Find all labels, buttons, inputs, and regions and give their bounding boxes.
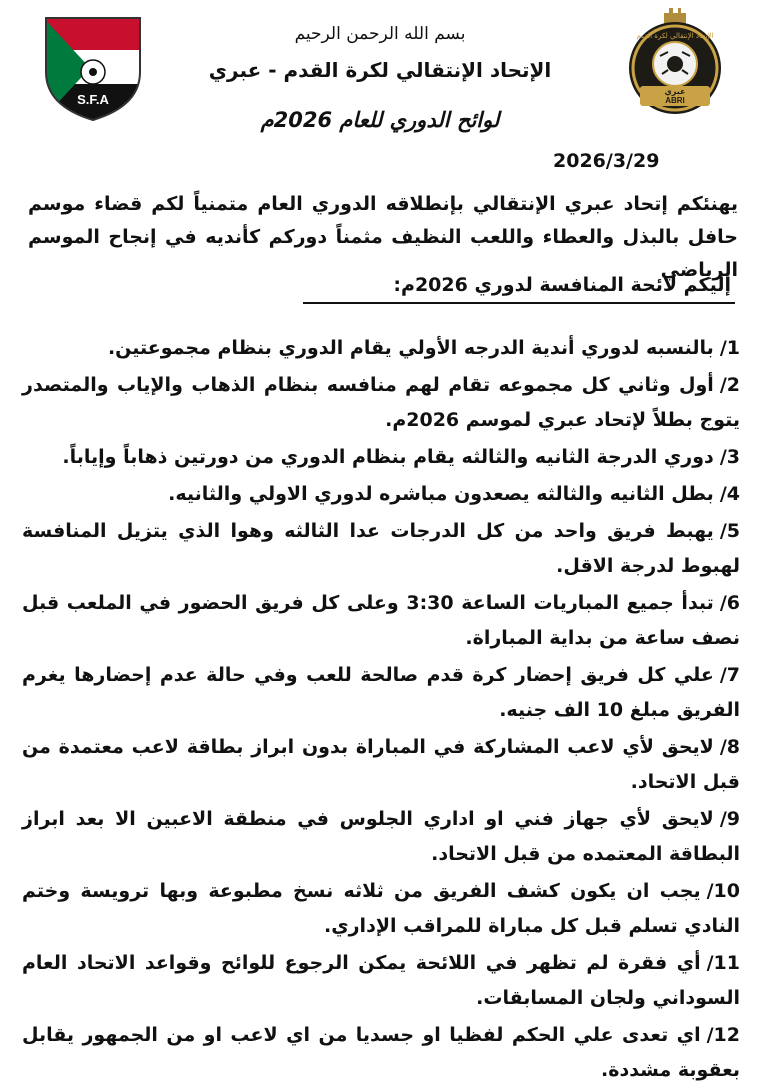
- rules-list: [22, 331, 740, 1090]
- sfa-logo-text: S.F.A: [77, 92, 109, 107]
- competition-subtitle: إليكم لائحة المنافسة لدوري 2026م:: [303, 268, 735, 304]
- rule-number: 1/: [719, 337, 740, 359]
- rule-text: دوري الدرجة الثانيه والثالثه يقام بنظام الدوري من دورتين ذهاباً وإياباً.: [62, 446, 714, 468]
- rule-item: [22, 730, 740, 800]
- rule-number: 10/: [706, 880, 740, 902]
- union-name: الإتحاد الإنتقالي لكرة القدم - عبري: [208, 58, 552, 82]
- rule-item: [22, 1018, 740, 1088]
- rule-number: 9/: [719, 808, 740, 830]
- rule-number: 3/: [719, 446, 740, 468]
- rule-item: [22, 658, 740, 728]
- intro-paragraph: يهنئكم إتحاد عبري الإنتقالي بإنطلاقه الدوري العام متمنياً لكم قضاء موسم حافل بالبذل والعطاء واللعب النظيف مثمناً دوركم كأنديه في إنجاح الموسم الرياضي: [28, 193, 738, 281]
- rule-number: 6/: [719, 592, 741, 614]
- rule-item: [22, 331, 740, 366]
- rule-text: بالنسبه لدوري أندية الدرجه الأولي يقام الدوري بنظام مجموعتين.: [107, 337, 714, 359]
- rule-text: يهبط فريق واحد من كل الدرجات عدا الثالثه وهوا الذي يتزيل المنافسة لهبوط لدرجة الاقل.: [22, 520, 740, 577]
- rule-number: 4/: [719, 483, 740, 505]
- rule-text: علي كل فريق إحضار كرة قدم صالحة للعب وفي حالة عدم إحضارها يغرم الفريق مبلغ 10 الف جنيه.: [22, 664, 740, 721]
- rule-text: اي تعدى علي الحكم لفظيا او جسديا من اي لاعب او من الجمهور يقابل بعقوبة مشددة.: [22, 1024, 740, 1081]
- rule-text: بطل الثانيه والثالثه يصعدون مباشره لدوري الاولي والثانيه.: [168, 483, 714, 505]
- rule-item: [22, 440, 740, 475]
- abri-ring-text: الإتحاد الإنتقالي لكرة القدم: [636, 32, 714, 40]
- rule-item: [22, 368, 740, 438]
- rule-text: أي فقرة لم تظهر في اللائحة يمكن الرجوع للوائح وقواعد الاتحاد العام السوداني ولجان المسابقات.: [22, 952, 740, 1009]
- rule-item: [22, 874, 740, 944]
- rule-item: [22, 586, 740, 656]
- sfa-logo: [40, 14, 146, 122]
- rule-item: [22, 802, 740, 872]
- rules-title: لوائح الدوري للعام 2026م: [260, 108, 500, 132]
- rule-text: لايحق لأي لاعب المشاركة في المباراة بدون ابراز بطاقة لاعب معتمدة من قبل الاتحاد.: [22, 736, 740, 793]
- basmala: بسم الله الرحمن الرحيم: [294, 24, 466, 44]
- abri-arabic-text: عبري: [664, 87, 686, 96]
- abri-latin-text: ABRI: [665, 96, 685, 105]
- rule-text: لايحق لأي جهاز فني او اداري الجلوس في منطقة الاعبين الا بعد ابراز البطاقة المعتمده من قبل الاتحاد.: [22, 808, 740, 865]
- document-date: 2026/3/29: [553, 150, 660, 172]
- rule-item: [22, 514, 740, 584]
- rule-number: 12/: [706, 1024, 740, 1046]
- rule-number: 2/: [719, 374, 740, 396]
- rule-text: أول وثاني كل مجموعه تقام لهم منافسه بنظام الذهاب والإياب والمتصدر يتوج بطلاً لإتحاد عبري لموسم 2026م.: [22, 374, 740, 431]
- rule-item: [22, 477, 740, 512]
- rule-text: يجب ان يكون كشف الفريق من ثلاثه نسخ مطبوعة وبها ترويسة وختم النادي تسلم قبل كل مباراة للمراقب الإداري.: [22, 880, 740, 937]
- rule-text: تبدأ جميع المباريات الساعة 3:30 وعلى كل فريق الحضور في الملعب قبل نصف ساعة من بداية المباراة.: [22, 592, 740, 649]
- rule-item: [22, 946, 740, 1016]
- abri-logo: [622, 8, 728, 120]
- rule-number: 8/: [719, 736, 740, 758]
- rule-number: 5/: [719, 520, 740, 542]
- rule-number: 11/: [706, 952, 740, 974]
- rule-number: 7/: [719, 664, 740, 686]
